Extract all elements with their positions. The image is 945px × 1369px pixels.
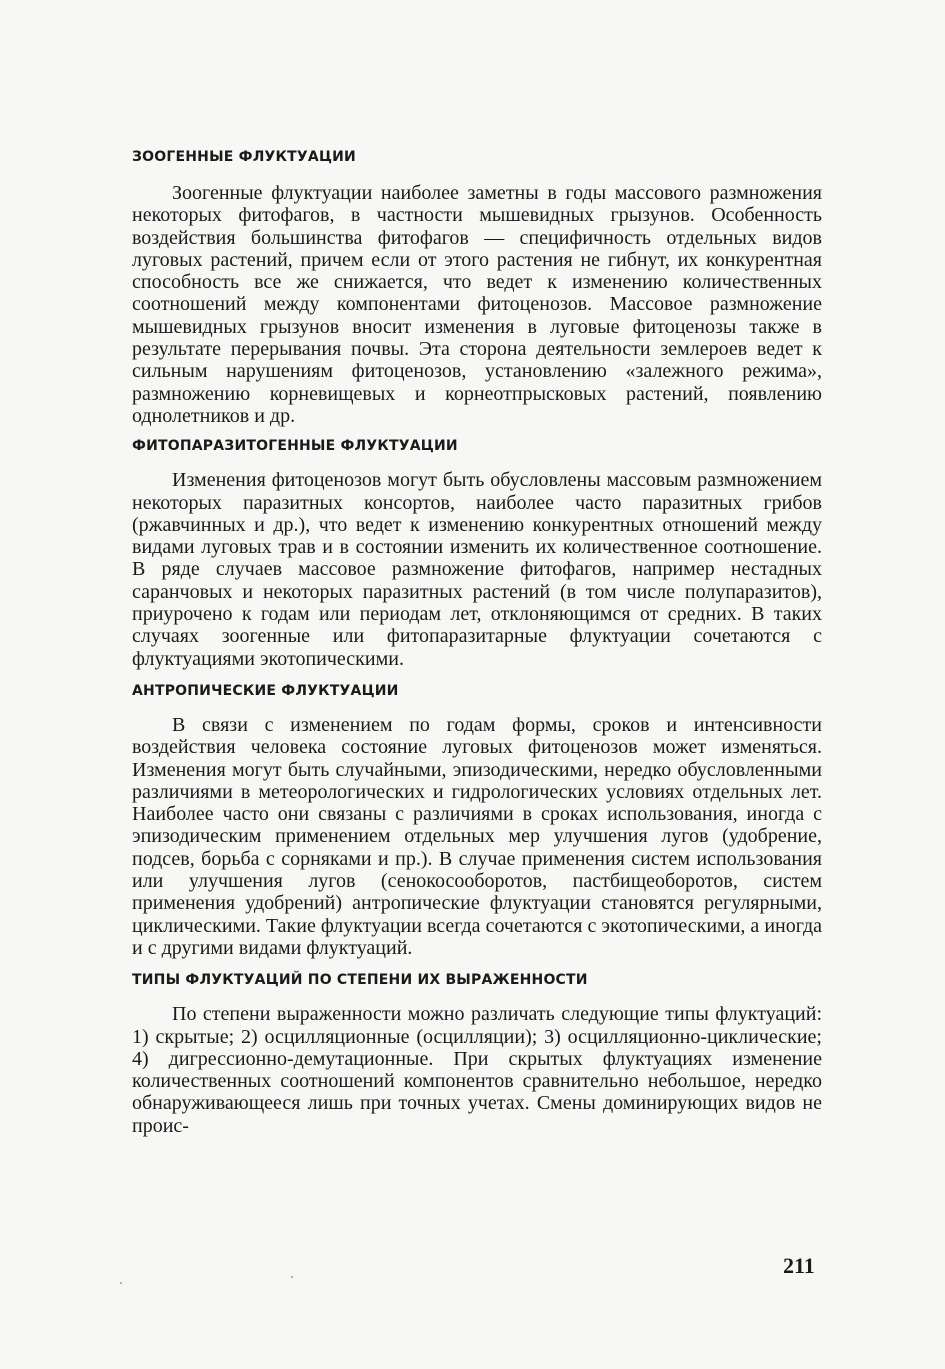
page-number: 211	[783, 1253, 815, 1278]
paragraph-fluctuation-types: По степени выраженности можно различать следующие типы флуктуаций: 1) скрытые; 2) осцилляционные (осцилляции); 3) осцилляционно-циклические; 4) дигрессионно-демутационные. При скрытых флуктуациях изменение количественных соотношений компонентов сравнительно небольшое, нередко обнаруживающееся лишь при точных учетах. Смены доминирующих видов не проис-	[132, 1003, 822, 1137]
page-body	[132, 148, 822, 1137]
scan-speck	[120, 1282, 122, 1284]
section-heading-anthropic: АНТРОПИЧЕСКИЕ ФЛУКТУАЦИИ	[132, 682, 399, 699]
paragraph-anthropic: В связи с изменением по годам формы, сроков и интенсивности воздействия человека состояние луговых фитоценозов может изменяться. Изменения могут быть случайными, эпизодическими, нередко обусловленными различиями в метеорологических и гидрологических условиях отдельных лет. Наиболее часто они связаны с различиями в сроках использования, иногда с эпизодическим применением отдельных мер улучшения лугов (удобрение, подсев, борьба с сорняками и пр.). В случае применения систем использования или улучшения лугов (сенокосооборотов, пастбищеоборотов, систем применения удобрений) антропические флуктуации становятся регулярными, циклическими. Такие флуктуации всегда сочетаются с экотопическими, а иногда и с другими видами флуктуаций.	[132, 713, 822, 959]
section-heading-zoogenic: ЗООГЕННЫЕ ФЛУКТУАЦИИ	[132, 149, 356, 165]
paragraph-phytoparasitogenic: Изменения фитоценозов могут быть обусловлены массовым размножением некоторых паразитных консортов, наиболее часто паразитных грибов (ржавчинных и др.), что ведет к изменению конкурентных отношений между видами луговых трав и в состоянии изменить их количественное соотношение. В ряде случаев массовое размножение фитофагов, например нестадных саранчовых и некоторых паразитных растений (в том числе полупаразитов), приурочено к годам или периодам лет, отклоняющимся от средних. В таких случаях зоогенные или фитопаразитарные флуктуации сочетаются с флуктуациями экотопическими.	[132, 469, 822, 670]
section-heading-phytoparasitogenic: ФИТОПАРАЗИТОГЕННЫЕ ФЛУКТУАЦИИ	[132, 438, 458, 455]
paragraph-zoogenic: Зоогенные флуктуации наиболее заметны в годы массового размножения некоторых фитофагов, в частности мышевидных грызунов. Особенность воздействия большинства фитофагов — специфичность отдельных видов луговых растений, причем если от этого растения не гибнут, их конкурентная способность все же снижается, что ведет к изменению количественных соотношений между компонентами фитоценозов. Массовое размножение мышевидных грызунов вносит изменения в луговые фитоценозы также в результате перерывания почвы. Эта сторона деятельности землероев ведет к сильным нарушениям фитоценозов, установлению «залежного режима», размножению корневищевых и корнеотпрысковых растений, появлению однолетников и др.	[132, 182, 822, 427]
section-heading-fluctuation-types: ТИПЫ ФЛУКТУАЦИЙ ПО СТЕПЕНИ ИХ ВЫРАЖЕННОСТИ	[132, 972, 588, 989]
scan-speck	[291, 1276, 293, 1278]
